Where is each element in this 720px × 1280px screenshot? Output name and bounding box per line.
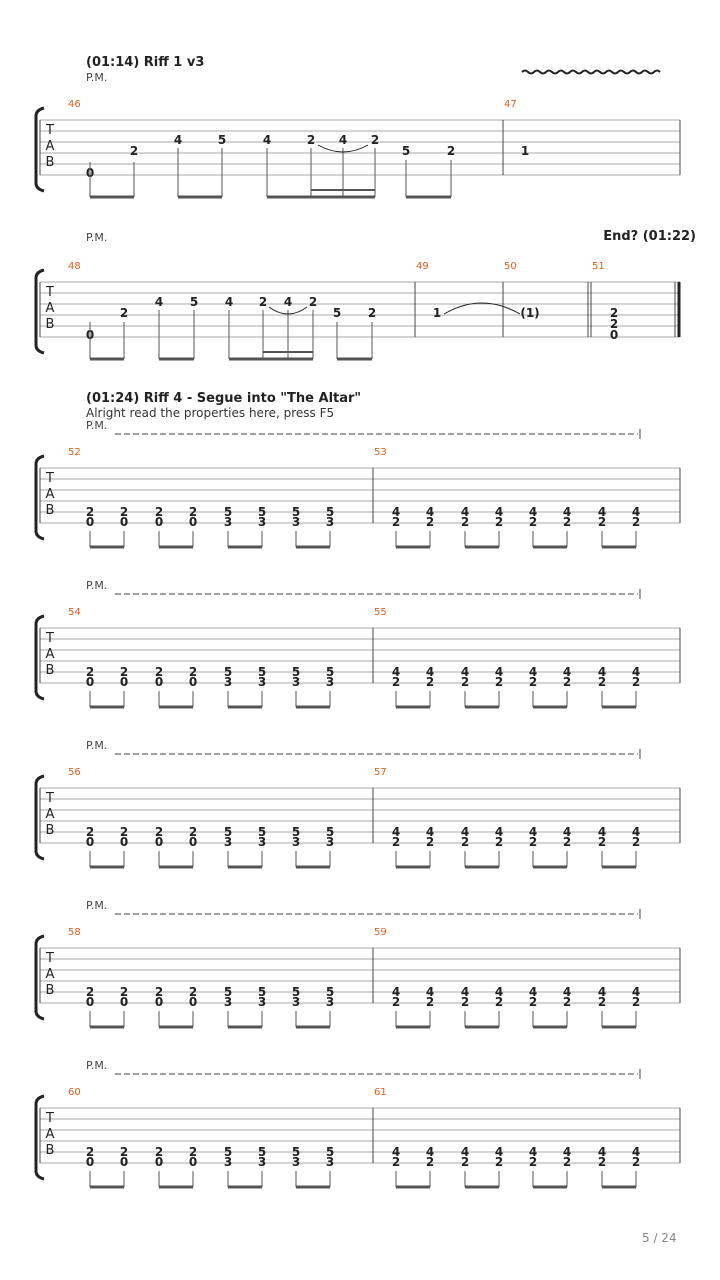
tab-clef-letter: A	[45, 1127, 55, 1142]
fret-number: 0	[154, 995, 164, 1009]
fret-number: 2	[597, 835, 607, 849]
fret-number: 5	[223, 1145, 233, 1159]
section-note: Alright read the properties here, press F5	[86, 406, 335, 420]
fret-number: 4	[631, 985, 641, 999]
fret-number: 2	[460, 515, 470, 529]
fret-number: 0	[85, 166, 95, 180]
fret-number: 2	[460, 675, 470, 689]
fret-number: 4	[494, 505, 504, 519]
fret-number: 2	[119, 306, 129, 320]
fret-number: 0	[119, 835, 129, 849]
section-title-riff-4: (01:24) Riff 4 - Segue into "The Altar"	[86, 391, 362, 406]
fret-number: 2	[367, 306, 377, 320]
fret-number: 3	[325, 835, 335, 849]
fret-number: 5	[257, 985, 267, 999]
measure-number: 51	[592, 261, 605, 272]
fret-number: 2	[154, 665, 164, 679]
tab-clef-letter: T	[46, 1111, 54, 1126]
fret-number: 4	[562, 825, 572, 839]
tab-clef-letter: T	[46, 951, 54, 966]
fret-number: 2	[188, 665, 198, 679]
fret-number: 4	[338, 133, 348, 147]
fret-number: 5	[217, 133, 227, 147]
fret-number: 5	[401, 144, 411, 158]
fret-number: 5	[257, 825, 267, 839]
fret-number: 0	[188, 675, 198, 689]
fret-number: 2	[494, 675, 504, 689]
fret-number: 5	[257, 1145, 267, 1159]
fret-number: 5	[325, 505, 335, 519]
fret-number: 4	[597, 1145, 607, 1159]
fret-number: 2	[460, 1155, 470, 1169]
palm-mute-label: P.M.	[86, 419, 108, 432]
fret-number: 2	[562, 515, 572, 529]
fret-number: 2	[609, 306, 619, 320]
fret-number: 2	[119, 985, 129, 999]
tab-clef-letter: B	[45, 823, 55, 838]
palm-mute-label: P.M.	[86, 579, 108, 592]
fret-number: 4	[224, 295, 234, 309]
fret-number: 2	[119, 825, 129, 839]
fret-number: 0	[119, 995, 129, 1009]
fret-number: 5	[325, 825, 335, 839]
measure-number: 46	[68, 99, 81, 110]
fret-number: 4	[562, 665, 572, 679]
fret-number: 5	[223, 505, 233, 519]
fret-number: 5	[223, 985, 233, 999]
fret-number: 2	[494, 995, 504, 1009]
tab-clef-letter: T	[46, 631, 54, 646]
fret-number: 2	[597, 995, 607, 1009]
fret-number: 0	[119, 1155, 129, 1169]
section-title-end: End? (01:22)	[603, 229, 696, 244]
measure-number: 47	[504, 99, 517, 110]
fret-number: 2	[119, 505, 129, 519]
fret-number: 3	[257, 675, 267, 689]
fret-number: 0	[154, 675, 164, 689]
fret-number: 4	[173, 133, 183, 147]
tab-clef-letter: A	[45, 487, 55, 502]
fret-number: 3	[257, 515, 267, 529]
fret-number: 3	[325, 995, 335, 1009]
tab-clef-letter: B	[45, 983, 55, 998]
fret-number: 5	[291, 505, 301, 519]
measure-number: 56	[68, 767, 81, 778]
palm-mute-label: P.M.	[86, 899, 108, 912]
tab-clef-letter: B	[45, 1143, 55, 1158]
fret-number: 2	[528, 515, 538, 529]
fret-number: 2	[391, 1155, 401, 1169]
measure-number: 48	[68, 261, 81, 272]
fret-number: 3	[291, 1155, 301, 1169]
measure-number: 49	[416, 261, 429, 272]
measure-number: 61	[374, 1087, 387, 1098]
fret-number: 2	[188, 825, 198, 839]
fret-number: 4	[597, 825, 607, 839]
section-title-riff-1: (01:14) Riff 1 v3	[86, 55, 205, 70]
vibrato-line	[522, 71, 660, 74]
fret-number: 4	[460, 825, 470, 839]
fret-number: 4	[391, 505, 401, 519]
fret-number: 2	[119, 665, 129, 679]
fret-number: 2	[597, 675, 607, 689]
page-number: 5 / 24	[642, 1231, 677, 1245]
measure-number: 50	[504, 261, 517, 272]
fret-number: 2	[85, 985, 95, 999]
fret-number: 4	[562, 1145, 572, 1159]
fret-number: 3	[223, 835, 233, 849]
fret-number: 0	[119, 675, 129, 689]
fret-number: 4	[528, 985, 538, 999]
tab-clef-letter: B	[45, 663, 55, 678]
measure-number: 52	[68, 447, 81, 458]
fret-number: 2	[154, 505, 164, 519]
fret-number: 2	[631, 515, 641, 529]
tab-clef-letter: B	[45, 155, 55, 170]
fret-number: 2	[528, 675, 538, 689]
fret-number: 0	[85, 328, 95, 342]
fret-number: 4	[631, 1145, 641, 1159]
fret-number: 4	[425, 985, 435, 999]
palm-mute-label: P.M.	[86, 1059, 108, 1072]
fret-number: 4	[391, 665, 401, 679]
fret-number: 2	[391, 995, 401, 1009]
fret-number: 4	[460, 1145, 470, 1159]
fret-number: 2	[446, 144, 456, 158]
fret-number: 3	[223, 1155, 233, 1169]
fret-number: 1	[520, 144, 530, 158]
fret-number: 3	[325, 1155, 335, 1169]
fret-number: 3	[291, 835, 301, 849]
tie-arc	[444, 303, 520, 314]
fret-number: 2	[631, 1155, 641, 1169]
fret-number: 3	[257, 835, 267, 849]
fret-number: 5	[291, 665, 301, 679]
fret-number: 5	[291, 1145, 301, 1159]
fret-number: 4	[262, 133, 272, 147]
fret-number: 3	[257, 995, 267, 1009]
fret-number: (1)	[520, 306, 540, 320]
fret-number: 3	[325, 675, 335, 689]
fret-number: 4	[391, 825, 401, 839]
fret-number: 2	[308, 295, 318, 309]
fret-number: 2	[85, 1145, 95, 1159]
fret-number: 2	[119, 1145, 129, 1159]
fret-number: 3	[257, 1155, 267, 1169]
fret-number: 2	[258, 295, 268, 309]
fret-number: 2	[562, 835, 572, 849]
fret-number: 0	[609, 328, 619, 342]
fret-number: 4	[562, 985, 572, 999]
fret-number: 2	[460, 995, 470, 1009]
fret-number: 2	[85, 825, 95, 839]
tab-clef-letter: A	[45, 967, 55, 982]
fret-number: 2	[609, 317, 619, 331]
fret-number: 2	[562, 675, 572, 689]
fret-number: 4	[597, 505, 607, 519]
fret-number: 4	[494, 985, 504, 999]
fret-number: 4	[391, 1145, 401, 1159]
measure-number: 55	[374, 607, 387, 618]
fret-number: 5	[257, 665, 267, 679]
fret-number: 0	[85, 675, 95, 689]
fret-number: 0	[85, 515, 95, 529]
tab-clef-letter: T	[46, 791, 54, 806]
fret-number: 2	[425, 995, 435, 1009]
fret-number: 0	[119, 515, 129, 529]
fret-number: 5	[291, 825, 301, 839]
fret-number: 4	[562, 505, 572, 519]
palm-mute-label: P.M.	[86, 739, 108, 752]
measure-number: 58	[68, 927, 81, 938]
fret-number: 4	[425, 1145, 435, 1159]
fret-number: 5	[223, 825, 233, 839]
fret-number: 3	[291, 515, 301, 529]
fret-number: 2	[562, 995, 572, 1009]
fret-number: 3	[325, 515, 335, 529]
tab-clef-letter: A	[45, 301, 55, 316]
fret-number: 3	[223, 515, 233, 529]
fret-number: 0	[85, 995, 95, 1009]
fret-number: 0	[154, 835, 164, 849]
fret-number: 0	[188, 995, 198, 1009]
fret-number: 2	[85, 505, 95, 519]
fret-number: 4	[597, 985, 607, 999]
fret-number: 4	[154, 295, 164, 309]
fret-number: 4	[283, 295, 293, 309]
fret-number: 2	[597, 515, 607, 529]
palm-mute-label: P.M.	[86, 231, 108, 244]
fret-number: 2	[85, 665, 95, 679]
fret-number: 3	[223, 995, 233, 1009]
fret-number: 0	[188, 1155, 198, 1169]
fret-number: 4	[528, 1145, 538, 1159]
fret-number: 5	[291, 985, 301, 999]
fret-number: 2	[494, 1155, 504, 1169]
fret-number: 2	[154, 825, 164, 839]
fret-number: 2	[391, 835, 401, 849]
fret-number: 4	[494, 1145, 504, 1159]
tab-clef-letter: A	[45, 807, 55, 822]
fret-number: 2	[528, 835, 538, 849]
fret-number: 2	[460, 835, 470, 849]
fret-number: 2	[528, 1155, 538, 1169]
fret-number: 4	[528, 825, 538, 839]
fret-number: 2	[631, 835, 641, 849]
fret-number: 5	[189, 295, 199, 309]
fret-number: 5	[332, 306, 342, 320]
fret-number: 3	[291, 675, 301, 689]
fret-number: 5	[223, 665, 233, 679]
fret-number: 2	[188, 985, 198, 999]
fret-number: 5	[257, 505, 267, 519]
measure-number: 54	[68, 607, 81, 618]
fret-number: 0	[85, 835, 95, 849]
measure-number: 53	[374, 447, 387, 458]
fret-number: 4	[391, 985, 401, 999]
fret-number: 3	[291, 995, 301, 1009]
fret-number: 2	[425, 835, 435, 849]
fret-number: 4	[528, 505, 538, 519]
tab-clef-letter: B	[45, 317, 55, 332]
fret-number: 4	[494, 665, 504, 679]
fret-number: 4	[425, 505, 435, 519]
fret-number: 5	[325, 665, 335, 679]
fret-number: 4	[460, 985, 470, 999]
fret-number: 5	[325, 985, 335, 999]
fret-number: 2	[370, 133, 380, 147]
fret-number: 4	[425, 825, 435, 839]
tab-clef-letter: A	[45, 647, 55, 662]
fret-number: 2	[425, 675, 435, 689]
measure-number: 57	[374, 767, 387, 778]
fret-number: 4	[631, 505, 641, 519]
fret-number: 2	[597, 1155, 607, 1169]
tab-clef-letter: T	[46, 471, 54, 486]
fret-number: 1	[432, 306, 442, 320]
tab-clef-letter: T	[46, 285, 54, 300]
tab-clef-letter: B	[45, 503, 55, 518]
measure-number: 59	[374, 927, 387, 938]
tab-clef-letter: T	[46, 123, 54, 138]
fret-number: 2	[494, 515, 504, 529]
tab-clef-letter: A	[45, 139, 55, 154]
fret-number: 2	[528, 995, 538, 1009]
fret-number: 4	[494, 825, 504, 839]
fret-number: 2	[154, 985, 164, 999]
fret-number: 3	[223, 675, 233, 689]
fret-number: 0	[154, 1155, 164, 1169]
fret-number: 2	[129, 144, 139, 158]
fret-number: 2	[391, 515, 401, 529]
fret-number: 4	[597, 665, 607, 679]
fret-number: 4	[460, 665, 470, 679]
fret-number: 2	[425, 515, 435, 529]
fret-number: 0	[188, 835, 198, 849]
fret-number: 2	[494, 835, 504, 849]
fret-number: 2	[188, 505, 198, 519]
fret-number: 2	[188, 1145, 198, 1159]
fret-number: 4	[425, 665, 435, 679]
fret-number: 2	[154, 1145, 164, 1159]
fret-number: 2	[306, 133, 316, 147]
fret-number: 4	[460, 505, 470, 519]
fret-number: 4	[631, 825, 641, 839]
fret-number: 4	[528, 665, 538, 679]
fret-number: 2	[631, 675, 641, 689]
fret-number: 0	[154, 515, 164, 529]
palm-mute-label: P.M.	[86, 71, 108, 84]
fret-number: 2	[425, 1155, 435, 1169]
fret-number: 0	[85, 1155, 95, 1169]
fret-number: 2	[562, 1155, 572, 1169]
fret-number: 2	[631, 995, 641, 1009]
fret-number: 5	[325, 1145, 335, 1159]
fret-number: 0	[188, 515, 198, 529]
measure-number: 60	[68, 1087, 81, 1098]
fret-number: 2	[391, 675, 401, 689]
fret-number: 4	[631, 665, 641, 679]
